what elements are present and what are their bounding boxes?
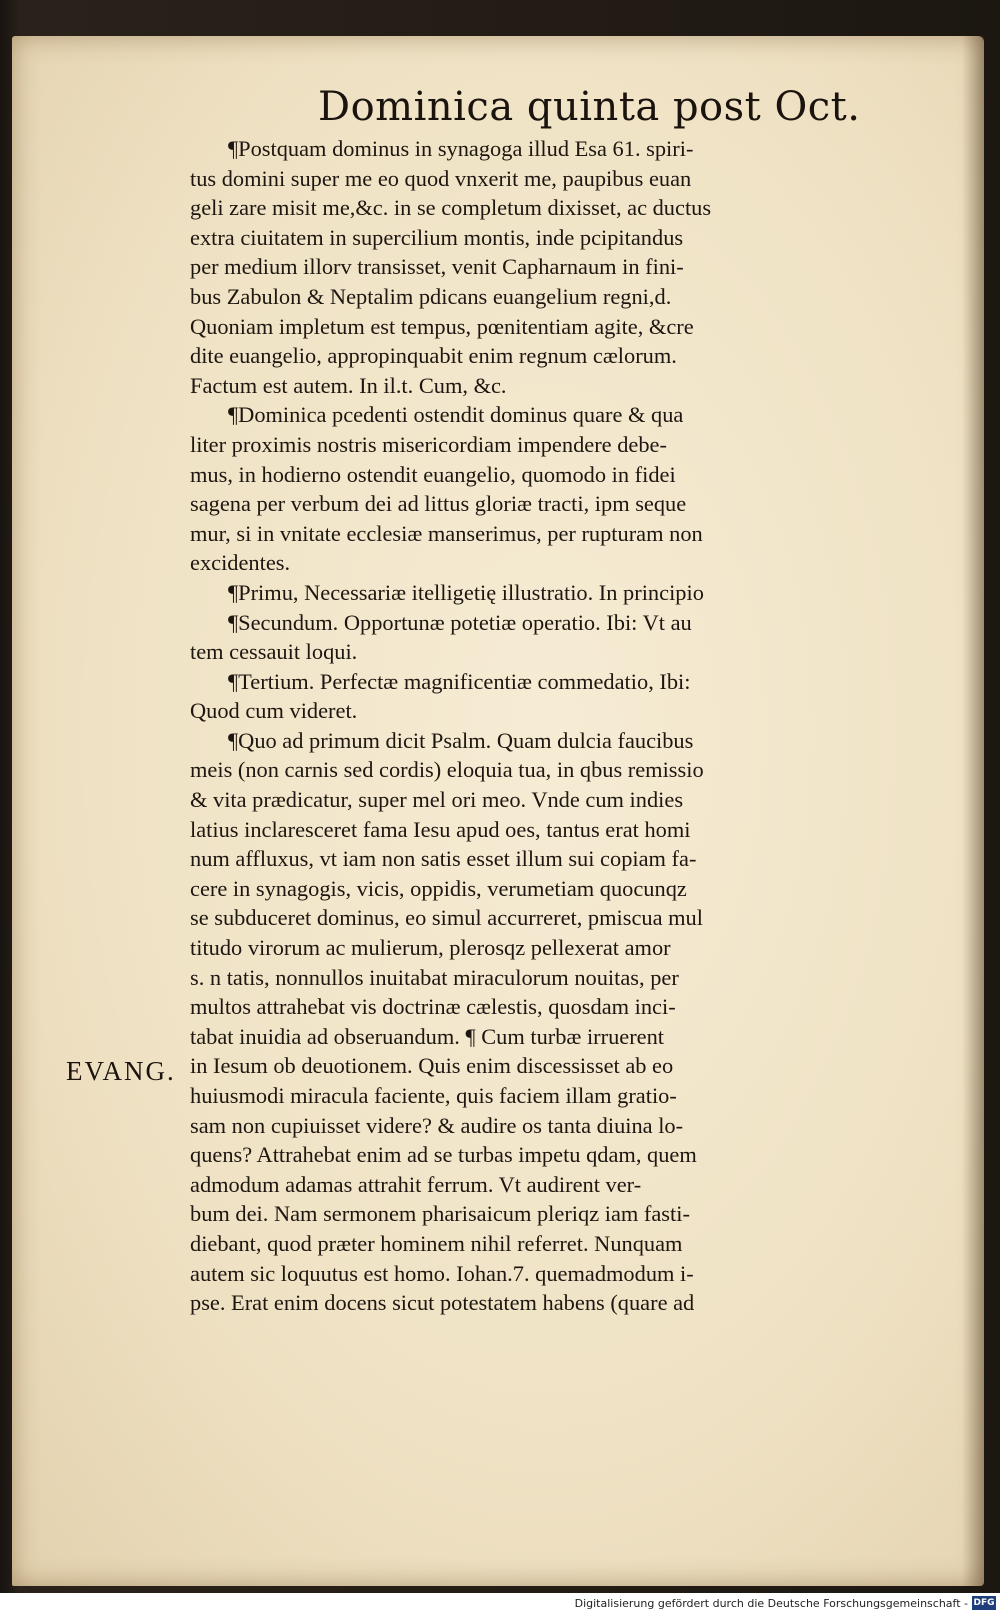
text-line: tus domini super me eo quod vnxerit me, paupibus euan <box>190 165 692 191</box>
text-line: se subduceret dominus, eo simul accurreret, pmiscua mul <box>190 905 703 931</box>
footer-credit: Digitalisierung gefördert durch die Deutsche Forschungsgemeinschaft - <box>574 1597 968 1610</box>
text-line: per medium illorv transisset, venit Capharnaum in fini- <box>190 254 684 280</box>
text-line: latius inclaresceret fama Iesu apud oes, tantus erat homi <box>190 816 691 842</box>
text-line: mus, in hodierno ostendit euangelio, quomodo in fidei <box>190 461 676 487</box>
text-line: s. n tatis, nonnullos inuitabat miraculorum nouitas, per <box>190 964 679 990</box>
text-line: bus Zabulon & Neptalim pdicans euangelium regni,d. <box>190 283 672 309</box>
text-line: cere in synagogis, vicis, oppidis, verumetiam quocunqz <box>190 875 687 901</box>
dfg-logo-icon: DFG <box>973 1598 995 1608</box>
text-line: liter proximis nostris misericordiam impendere debe- <box>190 431 667 457</box>
text-line: Factum est autem. In il.t. Cum, &c. <box>190 372 507 398</box>
text-line: multos attrahebat vis doctrinæ cælestis, quosdam inci- <box>190 994 676 1020</box>
text-line: ¶Dominica pcedenti ostendit dominus quare & qua <box>228 402 684 428</box>
text-line: autem sic loquutus est homo. Iohan.7. quemadmodum i- <box>190 1260 694 1286</box>
text-line: titudo virorum ac mulierum, plerosqz pellexerat amor <box>190 935 671 961</box>
text-line: sam non cupiuisset videre? & audire os tanta diuina lo- <box>190 1112 684 1138</box>
text-line: ¶Secundum. Opportunæ potetiæ operatio. Ibi: Vt au <box>228 609 692 635</box>
text-line: Quoniam impletum est tempus, pœnitentiam agite, &cre <box>190 313 694 339</box>
margin-note: EVANG. <box>66 1056 176 1086</box>
body-text <box>190 134 895 1318</box>
text-line: admodum adamas attrahit ferrum. Vt audirent ver- <box>190 1171 642 1197</box>
text-line: geli zare misit me,&c. in se completum dixisset, ac ductus <box>190 195 712 221</box>
text-line: & vita prædicatur, super mel ori meo. Vnde cum indies <box>190 787 684 813</box>
text-line: tabat inuidia ad obseruandum. ¶ Cum turbæ irruerent <box>190 1023 665 1049</box>
text-line: mur, si in vnitate ecclesiæ manserimus, per rupturam non <box>190 520 703 546</box>
text-line: quens? Attrahebat enim ad se turbas impetu qdam, quem <box>190 1142 697 1168</box>
footer-bar <box>0 1593 1000 1615</box>
text-line: pse. Erat enim docens sicut potestatem habens (quare ad <box>190 1290 695 1316</box>
text-line: in Iesum ob deuotionem. Quis enim discessisset ab eo <box>190 1053 674 1079</box>
text-line: tem cessauit loqui. <box>190 639 358 665</box>
text-line: ¶Primu, Necessariæ itelligetię illustratio. In principio <box>228 579 704 605</box>
text-line: num affluxus, vt iam non satis esset illum sui copiam fa- <box>190 846 697 872</box>
running-head: Dominica quinta post Oct. <box>318 84 861 130</box>
text-line: extra ciuitatem in supercilium montis, inde pcipitandus <box>190 224 684 250</box>
text-line: huiusmodi miracula faciente, quis faciem illam gratio- <box>190 1083 677 1108</box>
text-line: Quod cum videret. <box>190 698 358 724</box>
text-line: excidentes. <box>190 550 291 576</box>
text-line: dite euangelio, appropinquabit enim regnum cælorum. <box>190 343 677 369</box>
text-line: meis (non carnis sed cordis) eloquia tua, in qbus remissio <box>190 757 704 783</box>
text-line: ¶Postquam dominus in synagoga illud Esa 61. spiri- <box>228 136 694 161</box>
text-line: ¶Quo ad primum dicit Psalm. Quam dulcia faucibus <box>228 727 694 753</box>
text-line: diebant, quod præter hominem nihil referret. Nunquam <box>190 1230 683 1256</box>
text-line: sagena per verbum dei ad littus gloriæ tracti, ipm seque <box>190 491 687 517</box>
text-line: bum dei. Nam sermonem pharisaicum pleriqz iam fasti- <box>190 1201 690 1227</box>
text-line: ¶Tertium. Perfectæ magnificentiæ commedatio, Ibi: <box>228 668 691 694</box>
